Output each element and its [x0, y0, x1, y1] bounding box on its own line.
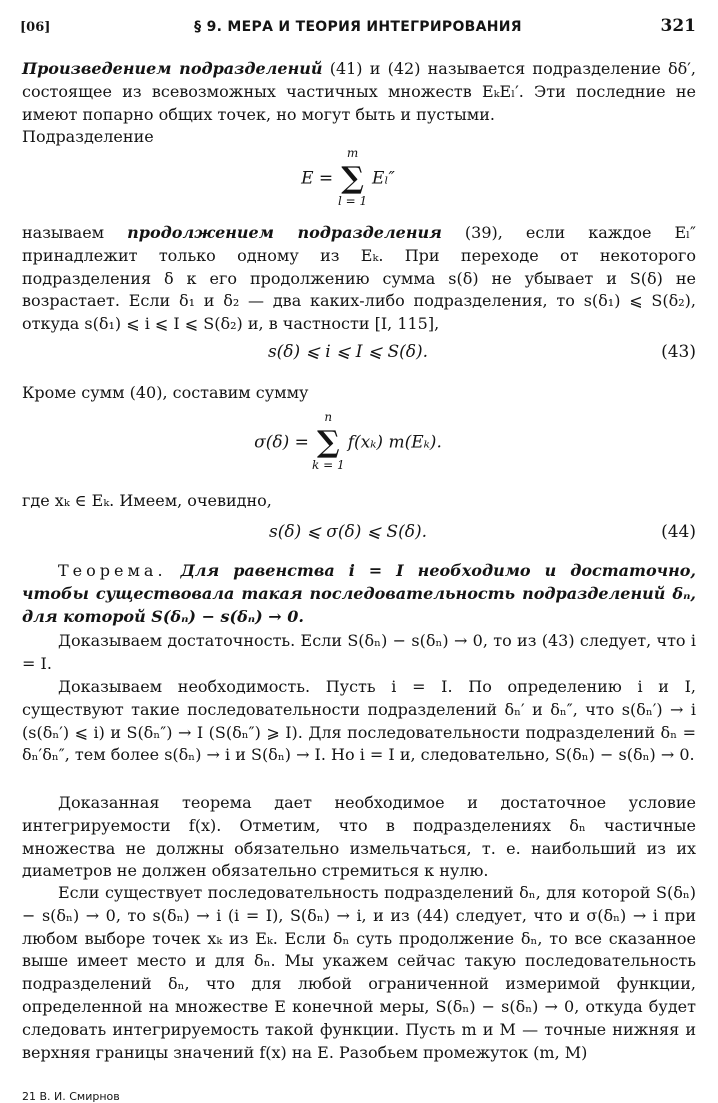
formula-text: s(δ) ⩽ i ⩽ I ⩽ S(δ).	[267, 342, 429, 362]
term-product-of-subdivisions: Произведением подразделений	[22, 59, 323, 78]
paragraph-product-definition	[22, 58, 696, 126]
theorem-statement	[22, 560, 696, 628]
formula-44	[0, 522, 696, 542]
section-reference: [06]	[20, 20, 51, 35]
formula-lhs: E =	[301, 168, 339, 189]
sum-upper-limit: n	[324, 410, 333, 424]
formula-sigma	[0, 410, 696, 472]
paragraph-subdivision-lead: Подразделение	[22, 127, 154, 146]
running-header	[20, 16, 696, 42]
paragraph-sum-lead: Кроме сумм (40), составим сумму	[22, 383, 309, 402]
paragraph-sufficiency-proof: Доказываем достаточность. Если S(δₙ) − s(δₙ) → 0, то из (43) следует, что i = I.	[22, 631, 696, 673]
formula-term: Eₗ″	[366, 168, 395, 189]
paragraph-text: называем	[22, 223, 128, 242]
paragraph-remark: Доказанная теорема дает необходимое и достаточное условие интегрируемости f(x). Отметим, что в подразделениях δₙ частичные множества не должны обязательно измельчаться, т. е. наибольший из их диаметров не должен обязательно стремиться к нулю.	[22, 793, 696, 881]
formula-text: s(δ) ⩽ σ(δ) ⩽ S(δ).	[269, 522, 427, 542]
running-title: § 9. МЕРА И ТЕОРИЯ ИНТЕГРИРОВАНИЯ	[194, 19, 522, 35]
sum-sign: m ∑ l = 1	[339, 166, 367, 192]
paragraph-continuation	[22, 222, 696, 336]
sum-lower-limit: l = 1	[338, 194, 368, 208]
page-number: 321	[660, 16, 696, 36]
footer-signature: 21 В. И. Смирнов	[22, 1090, 120, 1103]
sum-lower-limit: k = 1	[312, 458, 345, 472]
paragraph-text: (41) и (42) называется подразделение δδ′, состоящее из всевозможных частичных множеств EₖEₗ′. Эти последние не имеют попарно общих точек, но могут быть и пустыми.	[22, 59, 696, 124]
sum-sign: n ∑ k = 1	[314, 430, 342, 456]
paragraph-where: где xₖ ∈ Eₖ. Имеем, очевидно,	[22, 491, 272, 510]
equation-number-43: (43)	[661, 342, 696, 362]
formula-term: f(xₖ) m(Eₖ).	[342, 432, 442, 453]
formula-subdivision-sum	[0, 146, 696, 208]
paragraph-existence: Если существует последовательность подразделений δₙ, для которой S(δₙ) − s(δₙ) → 0, то s(δₙ) → i (i = I), S(δₙ) → i, и из (44) следует, что и σ(δₙ) → i при любом выборе точек xₖ из Eₖ. Если δₙ суть продолжение δₙ, то все сказанное выше имеет место и для δₙ. Мы укажем сейчас такую последовательность подразделений δₙ, что для любой ограниченной измеримой функции, определенной на множестве E конечной меры, S(δₙ) − s(δₙ) → 0, откуда будет следовать интегрируемость такой функции. Пусть m и M — точные нижняя и верхняя границы значений f(x) на E. Разобьем промежуток (m, M)	[22, 883, 696, 1062]
formula-lhs: σ(δ) =	[254, 432, 315, 453]
paragraph-text: (39), если каждое Eₗ″ принадлежит только одному из Eₖ. При переходе от некоторого подразделения δ к его продолжению сумма s(δ) не убывает и S(δ) не возрастает. Если δ₁ и δ₂ — два каких-либо подразделения, то s(δ₁) ⩽ S(δ₂), откуда s(δ₁) ⩽ i ⩽ I ⩽ S(δ₂) и, в частности [I, 115],	[22, 223, 697, 334]
theorem-text: Для равенства i = I необходимо и достаточно, чтобы существовала такая последовательность подразделений δₙ, для которой S(δₙ) − s(δₙ) → 0.	[22, 561, 696, 626]
theorem-label: Теорема.	[58, 561, 167, 580]
sum-upper-limit: m	[346, 146, 359, 160]
paragraph-necessity-proof: Доказываем необходимость. Пусть i = I. По определению i и I, существуют такие последовательности подразделений δₙ′ и δₙ″, что s(δₙ′) → i (s(δₙ′) ⩽ i) и S(δₙ″) → I (S(δₙ″) ⩾ I). Для последовательности подразделений δₙ = δₙ′δₙ″, тем более s(δₙ) → i и S(δₙ) → I. Но i = I и, следовательно, S(δₙ) − s(δₙ) → 0.	[22, 677, 696, 765]
formula-43	[0, 342, 696, 362]
equation-number-44: (44)	[661, 522, 696, 542]
term-continuation-of-subdivision: продолжением подразделения	[127, 223, 442, 242]
